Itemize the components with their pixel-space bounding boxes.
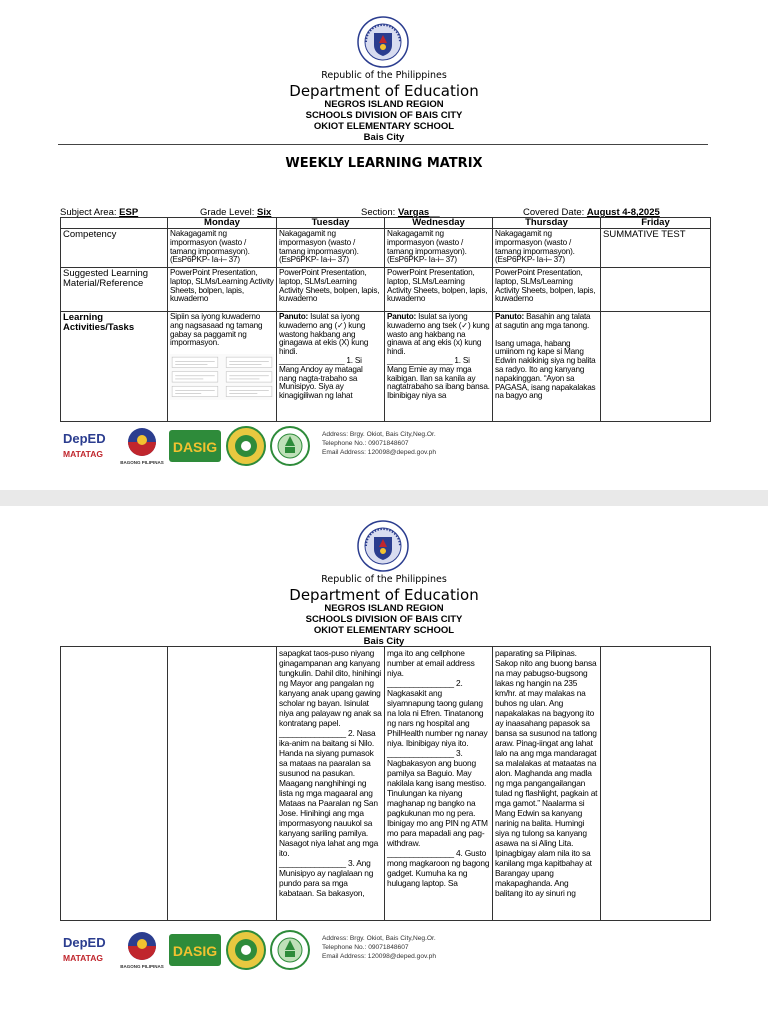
wednesday-item-2: _______________ 2. Nagkasakit ang siyamnapung taong gulang na lola ni Efren. Tinatanong ng nars ng hospital ang PhilHealth number ng nanay niya. Ibinibigay niya ito.	[387, 678, 488, 748]
materials-friday	[601, 268, 711, 312]
materials-monday: PowerPoint Presentation, laptop, SLMs/Learning Activity Sheets, bolpen, lapis, kuwaderno	[168, 268, 277, 312]
svg-text:MATATAG: MATATAG	[63, 953, 103, 963]
footer-address: Address: Brgy. Okiot, Bais City,Neg.Or.	[322, 431, 436, 438]
header-friday: Friday	[601, 218, 711, 229]
page-footer	[60, 930, 720, 974]
activities-friday	[601, 312, 711, 422]
division-seal-icon	[226, 930, 266, 970]
bagong-pilipinas-logo-icon	[120, 426, 164, 466]
section: Section: Vargas__	[361, 207, 440, 218]
footer-contact	[322, 430, 436, 457]
header-divider	[58, 144, 708, 145]
document-page-1	[0, 0, 768, 490]
materials-thursday: PowerPoint Presentation, laptop, SLMs/Learning Activity Sheets, bolpen, lapis, kuwaderno	[493, 268, 601, 312]
document-page-2	[0, 506, 768, 1024]
svg-text:DepED: DepED	[63, 935, 106, 950]
footer-email: Email Address: 120098@deped.gov.ph	[322, 953, 436, 960]
school-name: OKIOT ELEMENTARY SCHOOL	[313, 121, 455, 132]
deped-matatag-logo-icon	[60, 930, 116, 970]
tuesday-item-1: _______________ 1. Si Mang Andoy ay matagal nang nagta-trabaho sa Munisipyo. Siya ay kinagigiliwan ng lahat	[279, 355, 363, 401]
competency-label: Competency	[61, 229, 168, 268]
activities-thursday: Panuto: Basahin ang talata at sagutin ang mga tanong. Isang umaga, habang umiinom ng kape si Mang Edwin nakikinig siya ng balita sa radyo. Ito ang kanyang napakinggan. “Ayon sa PAGASA, isang napakalakas na bagyo ang	[493, 312, 601, 422]
activities-continuation-row	[61, 647, 711, 921]
competency-thursday: Nakagagamit ng impormasyon (wasto / tamang impormasyon). (EsP6PKP- Ia-i– 37)	[493, 229, 601, 268]
day-header-row	[61, 218, 711, 229]
competency-wednesday: Nakagagamit ng impormasyon (wasto / tamang impormasyon). (EsP6PKP- Ia-i– 37)	[385, 229, 493, 268]
deped-seal-icon	[357, 520, 409, 572]
materials-label: Suggested Learning Material/Reference	[61, 268, 168, 312]
footer-address: Address: Brgy. Okiot, Bais City,Neg.Or.	[322, 935, 436, 942]
activities-tuesday: Panuto: Isulat sa iyong kuwaderno ang (✓) kung wastong hakbang ang ginagawa at ekis (X) kung hindi. _______________ 1. Si Mang Andoy ay matagal nang nagta-trabaho sa Munisipyo. Siya ay kinagigiliwan ng lahat	[277, 312, 385, 422]
svg-text:BAGONG PILIPINAS: BAGONG PILIPINAS	[120, 964, 164, 969]
footer-phone: Telephone No.: 09071848607	[322, 440, 409, 447]
republic-line: Republic of the Philippines	[321, 574, 447, 585]
continuation-friday	[601, 647, 711, 921]
tuesday-item-2: _______________ 2. Nasa ika-anim na baitang si Nilo. Handa na siyang pumasok sa mataas na paaralan sa susunod na pasukan. Maagang nanghihingi ng lista ng mga magaaral ang Mataas na Paaralan ng San Jose. Hinihingi ang mga impormasyong nauukol sa kanyang sariling pamilya. Nasagot niya lahat ang mga ito.	[279, 728, 379, 858]
materials-tuesday: PowerPoint Presentation, laptop, SLMs/Learning Activity Sheets, bolpen, lapis, kuwaderno	[277, 268, 385, 312]
competency-friday: SUMMATIVE TEST	[601, 229, 711, 268]
school-name: OKIOT ELEMENTARY SCHOOL	[313, 625, 455, 636]
wednesday-item-3: _______________ 3. Nagbakasyon ang buong pamilya sa Baguio. May nakilala kang isang mestiso. Tinulungan ka niyang maghanap ng bangko na pagkukunan mo ng pera. Ibinigay mo ang PIN ng ATM mo para mapadali ang pag-withdraw.	[387, 748, 488, 848]
competency-monday: Nakagagamit ng impormasyon (wasto / tamang impormasyon). (EsP6PKP- Ia-i– 37)	[168, 229, 277, 268]
svg-text:BAGONG PILIPINAS: BAGONG PILIPINAS	[120, 460, 164, 465]
header-wednesday: Wednesday	[385, 218, 493, 229]
activities-monday	[168, 312, 277, 422]
deped-seal-icon	[357, 16, 409, 68]
region-name: NEGROS ISLAND REGION	[324, 99, 444, 110]
svg-text:MATATAG: MATATAG	[63, 449, 103, 459]
svg-text:DepED: DepED	[63, 431, 106, 446]
activities-label: Learning Activities/Tasks	[61, 312, 168, 422]
continuation-wednesday: mga ito ang cellphone number at email address niya. _______________ 2. Nagkasakit ang siyamnapung taong gulang na lola ni Efren. Tinatanong ng nars ng hospital ang PhilHealth number ng nanay niya. Ibinibigay niya ito. _______________ 3. Nagbakasyon ang buong pamilya sa Baguio. May nakilala kang isang mestiso. Tinulungan ka niyang maghanap ng bangko na pagkukunan mo ng pera. Ibinigay mo ang PIN ng ATM mo para mapadali ang pag-withdraw. _______________ 4. Gusto mong magkaroon ng bagong gadget. Kumuha ka ng hulugang laptop. Sa	[385, 647, 493, 921]
dasig-logo-icon	[168, 930, 222, 970]
division-name: SCHOOLS DIVISION OF BAIS CITY	[305, 614, 463, 625]
activity-worksheet-thumbnail	[170, 354, 274, 400]
continuation-label	[61, 647, 168, 921]
competency-tuesday: Nakagagamit ng impormasyon (wasto / tamang impormasyon). (EsP6PKP- Ia-i– 37)	[277, 229, 385, 268]
thursday-story: Isang umaga, habang umiinom ng kape si Mang Edwin nakikinig siya ng balita sa radyo. Ito ang kanyang napakinggan. “Ayon sa PAGASA, isang napakalakas na bagyo ang	[495, 338, 596, 401]
activities-wednesday: Panuto: Isulat sa iyong kuwaderno ang tsek (✓) kung wasto ang hakbang na ginawa at ang ekis (x) kung hindi. _______________ 1. Si Mang Ernie ay may mga kaibigan. Ilan sa kanila ay nagtatrabaho sa ibang bansa. Ibinibigay niya sa	[385, 312, 493, 422]
wednesday-item-4: _______________ 4. Gusto mong magkaroon ng bagong gadget. Kumuha ka ng hulugang laptop. Sa	[387, 848, 490, 888]
deped-matatag-logo-icon	[60, 426, 116, 466]
learning-matrix-table	[60, 217, 711, 422]
wednesday-item-1: _______________ 1. Si Mang Ernie ay may mga kaibigan. Ilan sa kanila ay nagtatrabaho sa ibang bansa. Ibinibigay niya sa	[387, 355, 490, 401]
department-name: Department of Education	[289, 586, 479, 604]
school-seal-icon	[270, 930, 310, 970]
document-title: WEEKLY LEARNING MATRIX	[285, 156, 483, 171]
monday-instruction: Sipiin sa iyong kuwaderno ang nagsasaad ng tamang gabay sa paggamit ng impormasyon.	[170, 312, 263, 348]
header-tuesday: Tuesday	[277, 218, 385, 229]
footer-email: Email Address: 120098@deped.gov.ph	[322, 449, 436, 456]
continuation-tuesday: sapagkat taos-puso niyang ginagampanan ang kanyang tungkulin. Dahil dito, hinihingi ng Mayor ang pangalan ng kanyang anak upang gawing scholar ng bayan. Isinulat niya ang palayaw ng anak sa kontratang papel. _______________ 2. Nasa ika-anim na baitang si Nilo. Handa na siyang pumasok sa mataas na paaralan sa susunod na pasukan. Maagang nanghihingi ng lista ng mga magaaral ang Mataas na Paaralan ng San Jose. Hinihingi ang mga impormasyong nauukol sa kanyang sariling pamilya. Nasagot niya lahat ang mga ito. _______________ 3. Ang Munisipyo ay naglalaan ng pundo para sa mga kabataan. Sa bakasyon,	[277, 647, 385, 921]
learning-matrix-continuation-table	[60, 646, 711, 921]
continuation-thursday: paparating sa Pilipinas. Sakop nito ang buong bansa na may pabugso-bugsong lakas ng hangin na 235 km/hr. at may malakas na buhos ng ulan. Ang napakalakas na bagyong ito ay inaasahang papasok sa bansa sa susunod na tatlong araw. Pinag-iingat ang lahat lalo na ang mga mandaragat sa malalakas at mataatas na alon. Maghanda ang madla ng mga pangangailangan tulad ng flashlight, pagkain at mga gamot.” Naalarma si Mang Edwin sa kanyang narinig na balita. Humingi siya ng tulong sa kanyang asawa na si Aling Lita. Ipinagbigay alam nila ito sa kanilang mga kapitbahay at Barangay upang makapaghanda. Ang balitang ito ay sinuri ng	[493, 647, 601, 921]
activities-row	[61, 312, 711, 422]
page-footer	[60, 426, 720, 470]
materials-row	[61, 268, 711, 312]
tuesday-item-3: _______________ 3. Ang Munisipyo ay naglalaan ng pundo para sa mga kabataan. Sa bakasyon,	[279, 858, 374, 898]
city-name: Bais City	[363, 132, 405, 143]
footer-phone: Telephone No.: 09071848607	[322, 944, 409, 951]
competency-row	[61, 229, 711, 268]
subject-area: Subject Area: ESP	[60, 207, 139, 218]
covered-date: Covered Date: August 4-8,2025	[523, 207, 660, 218]
republic-line: Republic of the Philippines	[321, 70, 447, 81]
header-thursday: Thursday	[493, 218, 601, 229]
dasig-logo-icon	[168, 426, 222, 466]
division-seal-icon	[226, 426, 266, 466]
grade-level: Grade Level: Six	[200, 207, 272, 218]
school-seal-icon	[270, 426, 310, 466]
city-name: Bais City	[363, 636, 405, 647]
blank-header	[61, 218, 168, 229]
continuation-monday	[168, 647, 277, 921]
division-name: SCHOOLS DIVISION OF BAIS CITY	[305, 110, 463, 121]
svg-text:DASIG: DASIG	[172, 439, 218, 455]
materials-wednesday: PowerPoint Presentation, laptop, SLMs/Learning Activity Sheets, bolpen, lapis, kuwaderno	[385, 268, 493, 312]
header-monday: Monday	[168, 218, 277, 229]
bagong-pilipinas-logo-icon	[120, 930, 164, 970]
region-name: NEGROS ISLAND REGION	[324, 603, 444, 614]
footer-contact	[322, 934, 436, 961]
svg-text:DASIG: DASIG	[172, 943, 218, 959]
department-name: Department of Education	[289, 82, 479, 100]
